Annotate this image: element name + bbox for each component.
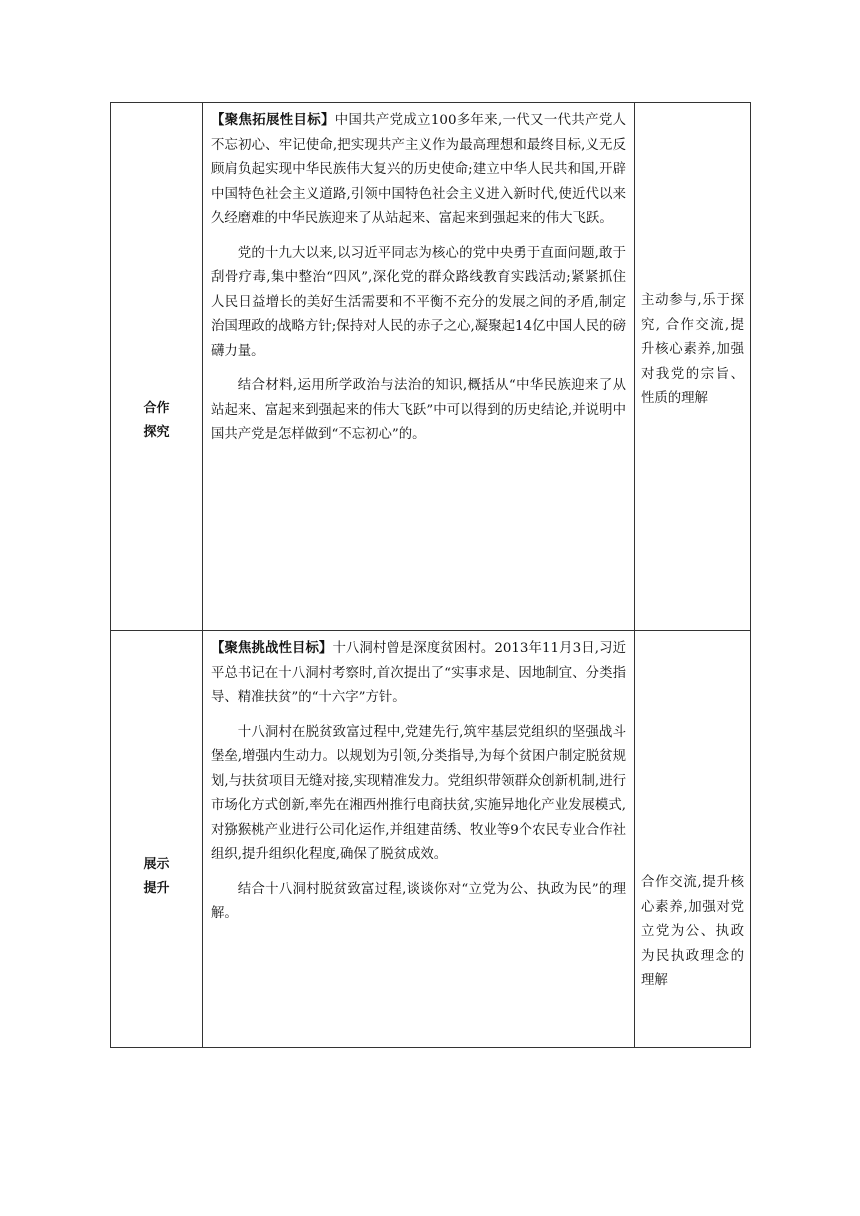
question: 结合十八洞村脱贫致富过程,谈谈你对“立党为公、执政为民”的理解。 xyxy=(211,881,626,921)
stage-label xyxy=(111,103,202,445)
question: 结合材料,运用所学政治与法治的知识,概括从“中华民族迎来了从站起来、富起来到强起来的伟大飞跃”中可以得到的历史结论,并说明中国共产党是怎样做到“不忘初心”的。 xyxy=(211,378,626,442)
stage-cell xyxy=(111,103,203,631)
stage-cell xyxy=(111,631,203,1048)
goal-tag: 【聚焦挑战性目标】 xyxy=(211,641,333,656)
goal-tag: 【聚焦拓展性目标】 xyxy=(211,113,335,128)
paragraph xyxy=(211,637,626,711)
aim-cell xyxy=(635,103,751,631)
paragraph xyxy=(211,109,626,232)
lesson-table xyxy=(110,102,751,1048)
paragraph-text: 十八洞村曾是深度贫困村。2013年11月3日,习近平总书记在十八洞村考察时,首次提出了“实事求是、因地制宜、分类指导、精准扶贫”的“十六字”方针。 xyxy=(211,641,626,705)
design-aim: 合作交流,提升核心素养,加强对党立党为公、执政为民执政理念的理解 xyxy=(641,875,744,988)
stage-label-line: 展示 xyxy=(143,857,170,872)
paragraph: 十八洞村在脱贫致富过程中,党建先行,筑牢基层党组织的坚强战斗堡垒,增强内生动力。以规划为引领,分类指导,为每个贫困户制定脱贫规划,与扶贫项目无缝对接,实现精准发力。党组织带领群众创新机制,进行市场化方式创新,率先在湘西州推行电商扶贫,实施异地化产业发展模式,对猕猴桃产业进行公司化运作,并组建苗绣、牧业等9个农民专业合作社组织,提升组织化程度,确保了脱贫成效。 xyxy=(211,724,626,862)
aim-cell xyxy=(635,631,751,1048)
table-row xyxy=(111,631,751,1048)
stage-label-line: 探究 xyxy=(143,425,170,440)
table-row xyxy=(111,103,751,631)
activity-cell xyxy=(203,103,635,631)
stage-label-line: 提升 xyxy=(143,881,170,896)
activity-cell xyxy=(203,631,635,1048)
design-aim: 主动参与,乐于探究, 合作交流,提升核心素养,加强对我党的宗旨、性质的理解 xyxy=(641,293,744,406)
paragraph: 党的十九大以来,以习近平同志为核心的党中央勇于直面问题,敢于刮骨疗毒,集中整治“四风”,深化党的群众路线教育实践活动;紧紧抓住人民日益增长的美好生活需要和不平衡不充分的发展之间的矛盾,制定治国理政的战略方针;保持对人民的赤子之心,凝聚起14亿中国人民的磅礴力量。 xyxy=(211,245,626,359)
paragraph-text: 中国共产党成立100多年来,一代又一代共产党人不忘初心、牢记使命,把实现共产主义作为最高理想和最终目标,义无反顾肩负起实现中华民族伟大复兴的历史使命;建立中华人民共和国,开辟中国特色社会主义道路,引领中国特色社会主义进入新时代,使近代以来久经磨难的中华民族迎来了从站起来、富起来到强起来的伟大飞跃。 xyxy=(211,113,626,226)
stage-label xyxy=(111,631,202,901)
stage-label-line: 合作 xyxy=(143,401,170,416)
